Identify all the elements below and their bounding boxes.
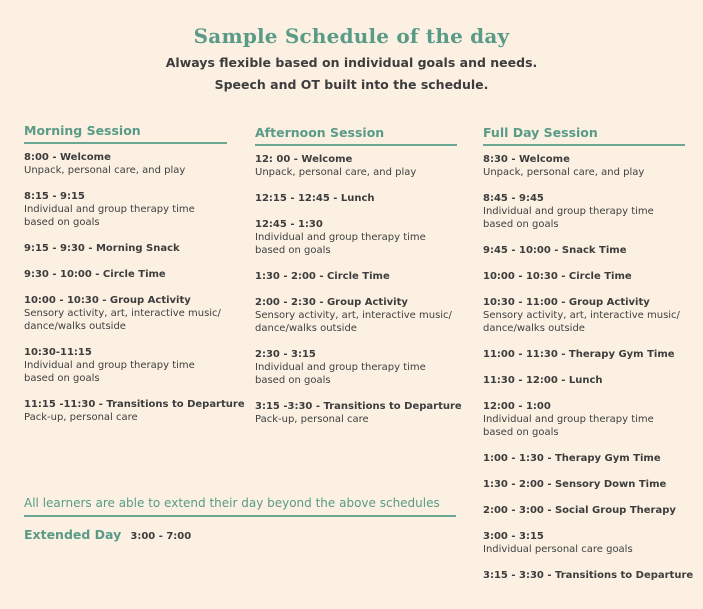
schedule-entry <box>24 151 227 177</box>
entry-time: 1:00 - 1:30 - Therapy Gym Time <box>483 453 661 464</box>
schedule-entry <box>483 478 685 491</box>
entry-time: 3:15 - 3:30 - Transitions to Departure <box>483 570 694 581</box>
schedule-entry <box>483 452 685 465</box>
entry-description: Individual and group therapy time based on goals <box>483 206 654 230</box>
entry-time: 11:15 -11:30 - Transitions to Departure <box>24 399 245 410</box>
entry-time: 3:00 - 3:15 <box>483 531 544 542</box>
entry-time: 9:30 - 10:00 - Circle Time <box>24 269 166 280</box>
entry-description: Sensory activity, art, interactive music/ dance/walks outside <box>24 308 221 332</box>
entry-description: Pack-up, personal care <box>24 412 138 423</box>
schedule-entry <box>483 400 685 439</box>
entry-description: Sensory activity, art, interactive music/ dance/walks outside <box>483 310 680 334</box>
schedule-entry <box>255 192 457 205</box>
entry-description: Pack-up, personal care <box>255 414 369 425</box>
entry-time: 10:00 - 10:30 - Group Activity <box>24 295 191 306</box>
schedule-entry <box>483 296 685 335</box>
schedule-entry <box>483 348 685 361</box>
schedule-entry <box>483 530 685 556</box>
schedule-entry <box>255 348 457 387</box>
entry-time: 12:15 - 12:45 - Lunch <box>255 193 375 204</box>
schedule-entry <box>255 218 457 257</box>
entry-time: 10:00 - 10:30 - Circle Time <box>483 271 632 282</box>
entry-time: 8:45 - 9:45 <box>483 193 544 204</box>
entry-description: Individual and group therapy time based on goals <box>24 204 195 228</box>
schedule-entry <box>483 569 694 582</box>
morning-session-column <box>24 123 245 437</box>
entry-description: Unpack, personal care, and play <box>24 165 186 176</box>
schedule-entry <box>255 270 457 283</box>
entry-time: 11:30 - 12:00 - Lunch <box>483 375 603 386</box>
page-title: Sample Schedule of the day <box>193 24 510 48</box>
schedule-entry <box>483 374 685 387</box>
schedule-entry <box>483 270 685 283</box>
entry-time: 10:30-11:15 <box>24 347 92 358</box>
entry-description: Sensory activity, art, interactive music/ dance/walks outside <box>255 310 452 334</box>
entry-time: 12: 00 - Welcome <box>255 154 353 165</box>
entry-time: 2:00 - 2:30 - Group Activity <box>255 297 408 308</box>
entry-time: 9:45 - 10:00 - Snack Time <box>483 245 627 256</box>
schedule-entry <box>483 192 685 231</box>
schedule-entry <box>255 153 457 179</box>
column-heading: Full Day Session <box>483 125 685 146</box>
extended-day <box>24 524 191 543</box>
entry-description: Individual and group therapy time based on goals <box>255 362 426 386</box>
column-heading: Morning Session <box>24 123 227 144</box>
schedule-entry <box>483 244 685 257</box>
entry-time: 8:30 - Welcome <box>483 154 570 165</box>
column-heading: Afternoon Session <box>255 125 457 146</box>
entry-description: Individual and group therapy time based on goals <box>24 360 195 384</box>
entry-description: Unpack, personal care, and play <box>255 167 417 178</box>
entry-description: Individual personal care goals <box>483 544 633 555</box>
schedule-entry <box>24 398 245 424</box>
schedule-entry <box>24 346 227 385</box>
schedule-entry <box>483 504 685 517</box>
entry-time: 8:00 - Welcome <box>24 152 111 163</box>
entry-description: Individual and group therapy time based on goals <box>483 414 654 438</box>
entry-time: 12:45 - 1:30 <box>255 219 323 230</box>
entry-description: Individual and group therapy time based on goals <box>255 232 426 256</box>
entry-time: 8:15 - 9:15 <box>24 191 85 202</box>
entry-description: Unpack, personal care, and play <box>483 167 645 178</box>
schedule-entry <box>255 296 457 335</box>
entry-time: 10:30 - 11:00 - Group Activity <box>483 297 650 308</box>
subtitle-flexible: Always flexible based on individual goals and needs. <box>165 55 538 70</box>
extension-note: All learners are able to extend their day beyond the above schedules <box>24 496 456 517</box>
entry-time: 9:15 - 9:30 - Morning Snack <box>24 243 180 254</box>
schedule-entry <box>24 268 227 281</box>
schedule-entry <box>483 153 685 179</box>
schedule-entry <box>255 400 462 426</box>
entry-time: 1:30 - 2:00 - Circle Time <box>255 271 390 282</box>
afternoon-session-column <box>255 125 462 439</box>
schedule-entry <box>24 242 227 255</box>
entry-time: 2:30 - 3:15 <box>255 349 316 360</box>
schedule-entry <box>24 294 227 333</box>
full-day-session-column <box>483 125 694 595</box>
entry-time: 2:00 - 3:00 - Social Group Therapy <box>483 505 676 516</box>
entry-time: 12:00 - 1:00 <box>483 401 551 412</box>
extended-day-label: Extended Day <box>24 527 122 542</box>
entry-time: 1:30 - 2:00 - Sensory Down Time <box>483 479 667 490</box>
entry-time: 11:00 - 11:30 - Therapy Gym Time <box>483 349 675 360</box>
entry-time: 3:15 -3:30 - Transitions to Departure <box>255 401 462 412</box>
subtitle-speech-ot: Speech and OT built into the schedule. <box>214 77 489 92</box>
extended-day-time: 3:00 - 7:00 <box>130 531 192 542</box>
schedule-entry <box>24 190 227 229</box>
